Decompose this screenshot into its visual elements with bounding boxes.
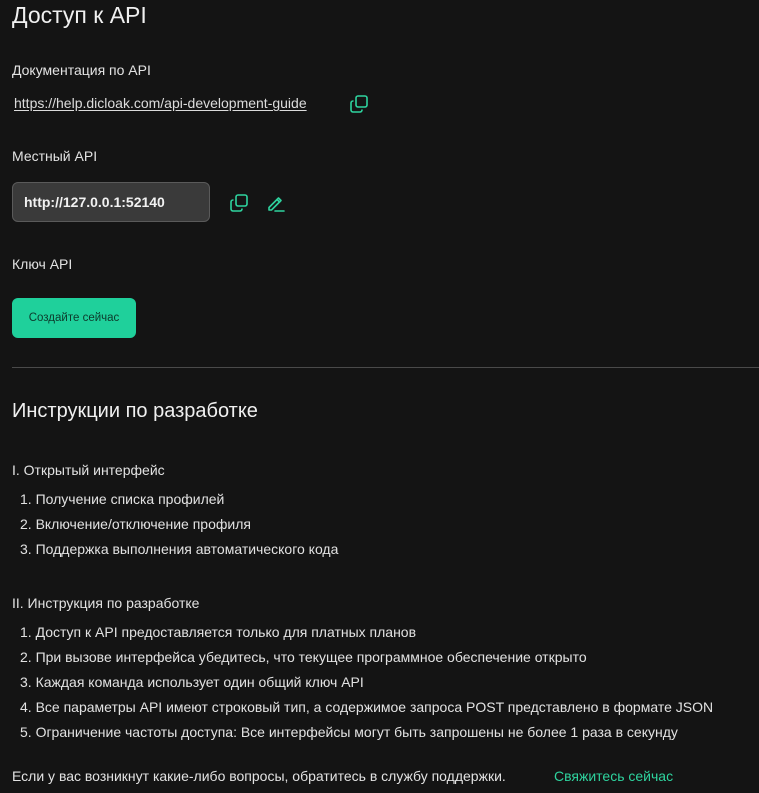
edit-local-api-button[interactable] — [265, 192, 287, 214]
section2-item: 2. При вызове интерфейса убедитесь, что текущее программное обеспечение открыто — [20, 649, 587, 665]
section1-item: 3. Поддержка выполнения автоматического кода — [20, 541, 339, 557]
section2-item: 5. Ограничение частоты доступа: Все интерфейсы могут быть запрошены не более 1 раза в секунду — [20, 724, 678, 740]
api-key-label: Ключ API — [12, 256, 73, 272]
section2-item: 3. Каждая команда использует один общий ключ API — [20, 674, 364, 690]
divider — [12, 367, 759, 368]
section2-item: 4. Все параметры API имеют строковый тип, а содержимое запроса POST представлено в формате JSON — [20, 699, 714, 715]
docs-link[interactable]: https://help.dicloak.com/api-development-guide — [14, 95, 307, 111]
section2-heading: II. Инструкция по разработке — [12, 595, 200, 611]
instructions-title: Инструкции по разработке — [12, 400, 258, 422]
edit-icon — [266, 193, 286, 213]
section2-item: 1. Доступ к API предоставляется только для платных планов — [20, 624, 417, 640]
docs-label: Документация по API — [12, 62, 151, 78]
local-api-label: Местный API — [12, 148, 98, 164]
support-text: Если у вас возникнут какие-либо вопросы, обратитесь в службу поддержки. — [12, 768, 506, 784]
copy-icon — [229, 193, 249, 213]
page-title: Доступ к API — [12, 2, 147, 28]
local-api-field[interactable] — [12, 182, 210, 222]
section1-item: 1. Получение списка профилей — [20, 491, 225, 507]
copy-icon — [349, 94, 369, 114]
contact-now-link[interactable]: Свяжитесь сейчас — [554, 768, 674, 784]
local-api-value: http://127.0.0.1:52140 — [24, 194, 165, 210]
section1-heading: I. Открытый интерфейс — [12, 462, 165, 478]
section1-item: 2. Включение/отключение профиля — [20, 516, 251, 532]
copy-docs-link-button[interactable] — [348, 93, 370, 115]
create-api-key-button[interactable]: Создайте сейчас — [12, 298, 136, 338]
copy-local-api-button[interactable] — [228, 192, 250, 214]
